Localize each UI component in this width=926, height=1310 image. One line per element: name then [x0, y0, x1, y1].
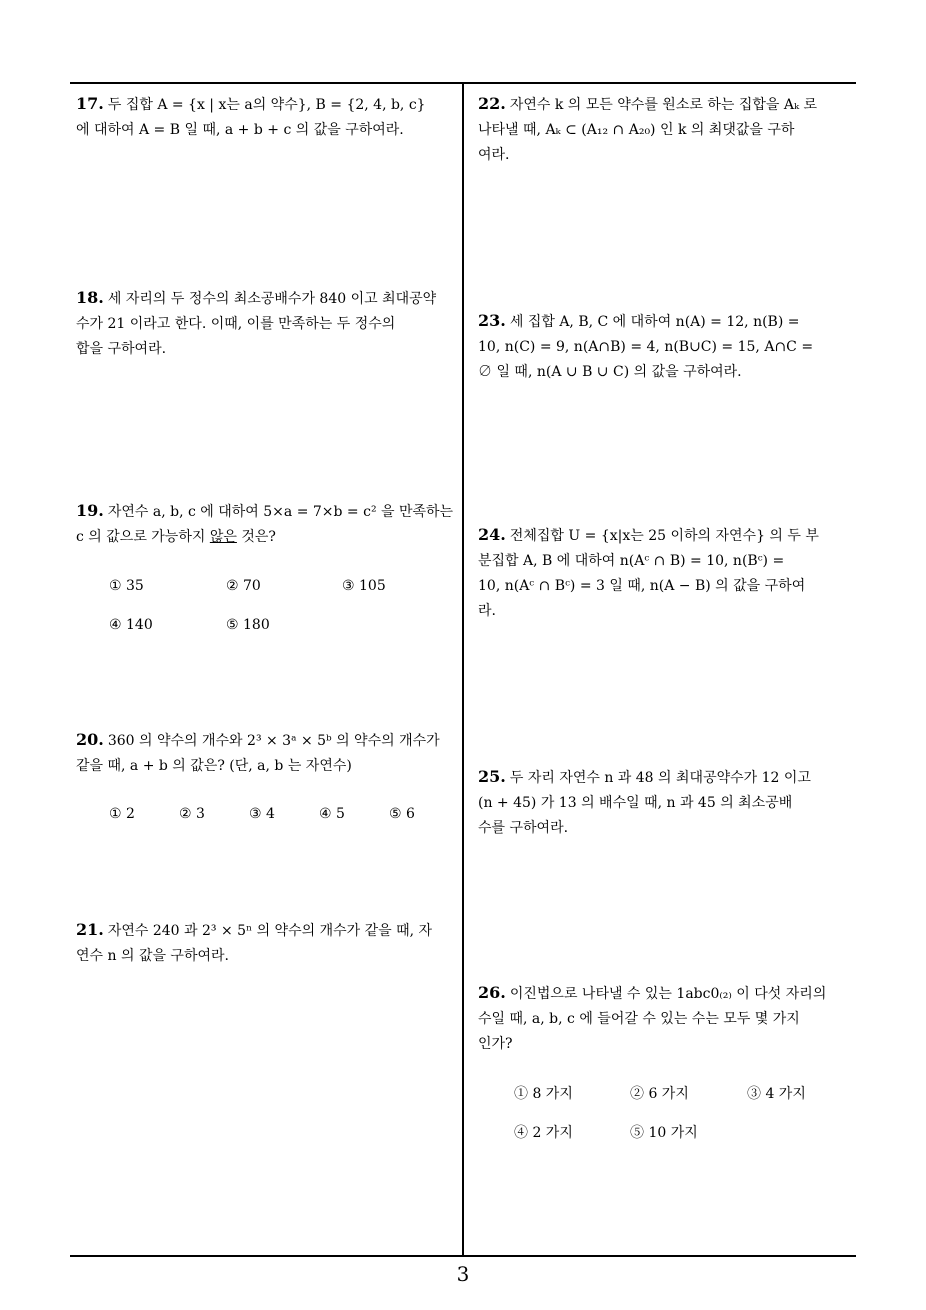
problem-19	[76, 498, 458, 550]
choice-5[interactable]: ⑤ 6	[389, 806, 415, 822]
problem-text: 분집합 A, B 에 대하여 n(Aᶜ ∩ B) = 10, n(Bᶜ) =	[478, 553, 785, 569]
problem-text: 자연수 a, b, c 에 대하여 5×a = 7×b = c² 을 만족하는	[107, 504, 454, 520]
choice-1[interactable]: ① 8 가지	[514, 1086, 573, 1102]
problem-text: 이진법으로 나타낼 수 있는 1abc0₍₂₎ 이 다섯 자리의	[509, 986, 827, 1002]
problem-text: ∅ 일 때, n(A ∪ B ∪ C) 의 값을 구하여라.	[478, 364, 742, 380]
problem-text: 두 자리 자연수 n 과 48 의 최대공약수가 12 이고	[509, 770, 811, 786]
problem-text: 세 집합 A, B, C 에 대하여 n(A) = 12, n(B) =	[509, 314, 800, 330]
problem-17	[76, 91, 458, 143]
problem-25	[478, 764, 860, 841]
problem-text: 전체집합 U = {x|x는 25 이하의 자연수} 의 두 부	[509, 528, 819, 544]
choice-4[interactable]: ④ 5	[319, 806, 345, 822]
problem-text: (n + 45) 가 13 의 배수일 때, n 과 45 의 최소공배	[478, 795, 793, 811]
problem-text: 10, n(C) = 9, n(A∩B) = 4, n(B∪C) = 15, A∩C =	[478, 339, 814, 355]
problem-text: 자연수 k 의 모든 약수를 원소로 하는 집합을 Aₖ 로	[509, 97, 818, 113]
problem-number: 26.	[478, 983, 506, 1002]
problem-text: 자연수 240 과 2³ × 5ⁿ 의 약수의 개수가 같을 때, 자	[107, 923, 433, 939]
problem-text: 수가 21 이라고 한다. 이때, 이를 만족하는 두 정수의	[76, 316, 396, 332]
problem-number: 25.	[478, 767, 506, 786]
problem-text: 연수 n 의 값을 구하여라.	[76, 948, 229, 964]
problem-number: 22.	[478, 94, 506, 113]
problem-number: 24.	[478, 525, 506, 544]
problem-number: 20.	[76, 730, 104, 749]
problem-text: 에 대하여 A = B 일 때, a + b + c 의 값을 구하여라.	[76, 122, 404, 138]
problem-text: 10, n(Aᶜ ∩ Bᶜ) = 3 일 때, n(A − B) 의 값을 구하여	[478, 578, 806, 594]
problem-number: 17.	[76, 94, 104, 113]
choice-4[interactable]: ④ 2 가지	[514, 1125, 573, 1141]
problem-number: 23.	[478, 311, 506, 330]
problem-text: 인가?	[478, 1036, 513, 1052]
problem-text: 수일 때, a, b, c 에 들어갈 수 있는 수는 모두 몇 가지	[478, 1011, 800, 1027]
problem-18	[76, 285, 458, 362]
problem-text: 나타낼 때, Aₖ ⊂ (A₁₂ ∩ A₂₀) 인 k 의 최댓값을 구하	[478, 122, 795, 138]
problem-text: 것은?	[236, 529, 276, 545]
problem-21	[76, 917, 458, 969]
choice-1[interactable]: ① 2	[109, 806, 135, 822]
problem-26	[478, 980, 860, 1057]
problem-text: 두 집합 A = {x | x는 a의 약수}, B = {2, 4, b, c}	[107, 97, 426, 113]
underlined-text: 않은	[209, 529, 237, 545]
problem-23	[478, 308, 860, 385]
problem-22	[478, 91, 860, 168]
problem-text: 라.	[478, 603, 496, 619]
problem-number: 18.	[76, 288, 104, 307]
problem-24	[478, 522, 860, 624]
choice-3[interactable]: ③ 105	[342, 578, 386, 594]
bottom-rule	[70, 1255, 856, 1257]
column-divider	[462, 82, 464, 1257]
choice-3[interactable]: ③ 4	[249, 806, 275, 822]
problem-20	[76, 727, 458, 779]
choice-5[interactable]: ⑤ 10 가지	[630, 1125, 698, 1141]
problem-text: 여라.	[478, 147, 510, 163]
choice-2[interactable]: ② 6 가지	[630, 1086, 689, 1102]
problem-number: 21.	[76, 920, 104, 939]
choice-2[interactable]: ② 70	[226, 578, 261, 594]
choice-1[interactable]: ① 35	[109, 578, 144, 594]
problem-text: 세 자리의 두 정수의 최소공배수가 840 이고 최대공약	[107, 291, 437, 307]
problem-text: 같을 때, a + b 의 값은? (단, a, b 는 자연수)	[76, 758, 352, 774]
page-number: 3	[456, 1262, 470, 1286]
choice-3[interactable]: ③ 4 가지	[747, 1086, 806, 1102]
problem-text: 360 의 약수의 개수와 2³ × 3ᵃ × 5ᵇ 의 약수의 개수가	[107, 733, 440, 749]
choice-2[interactable]: ② 3	[179, 806, 205, 822]
choice-5[interactable]: ⑤ 180	[226, 617, 270, 633]
problem-number: 19.	[76, 501, 104, 520]
problem-text: c 의 값으로 가능하지	[76, 529, 210, 545]
choice-4[interactable]: ④ 140	[109, 617, 153, 633]
problem-text: 수를 구하여라.	[478, 820, 569, 836]
problem-text: 합을 구하여라.	[76, 341, 167, 357]
